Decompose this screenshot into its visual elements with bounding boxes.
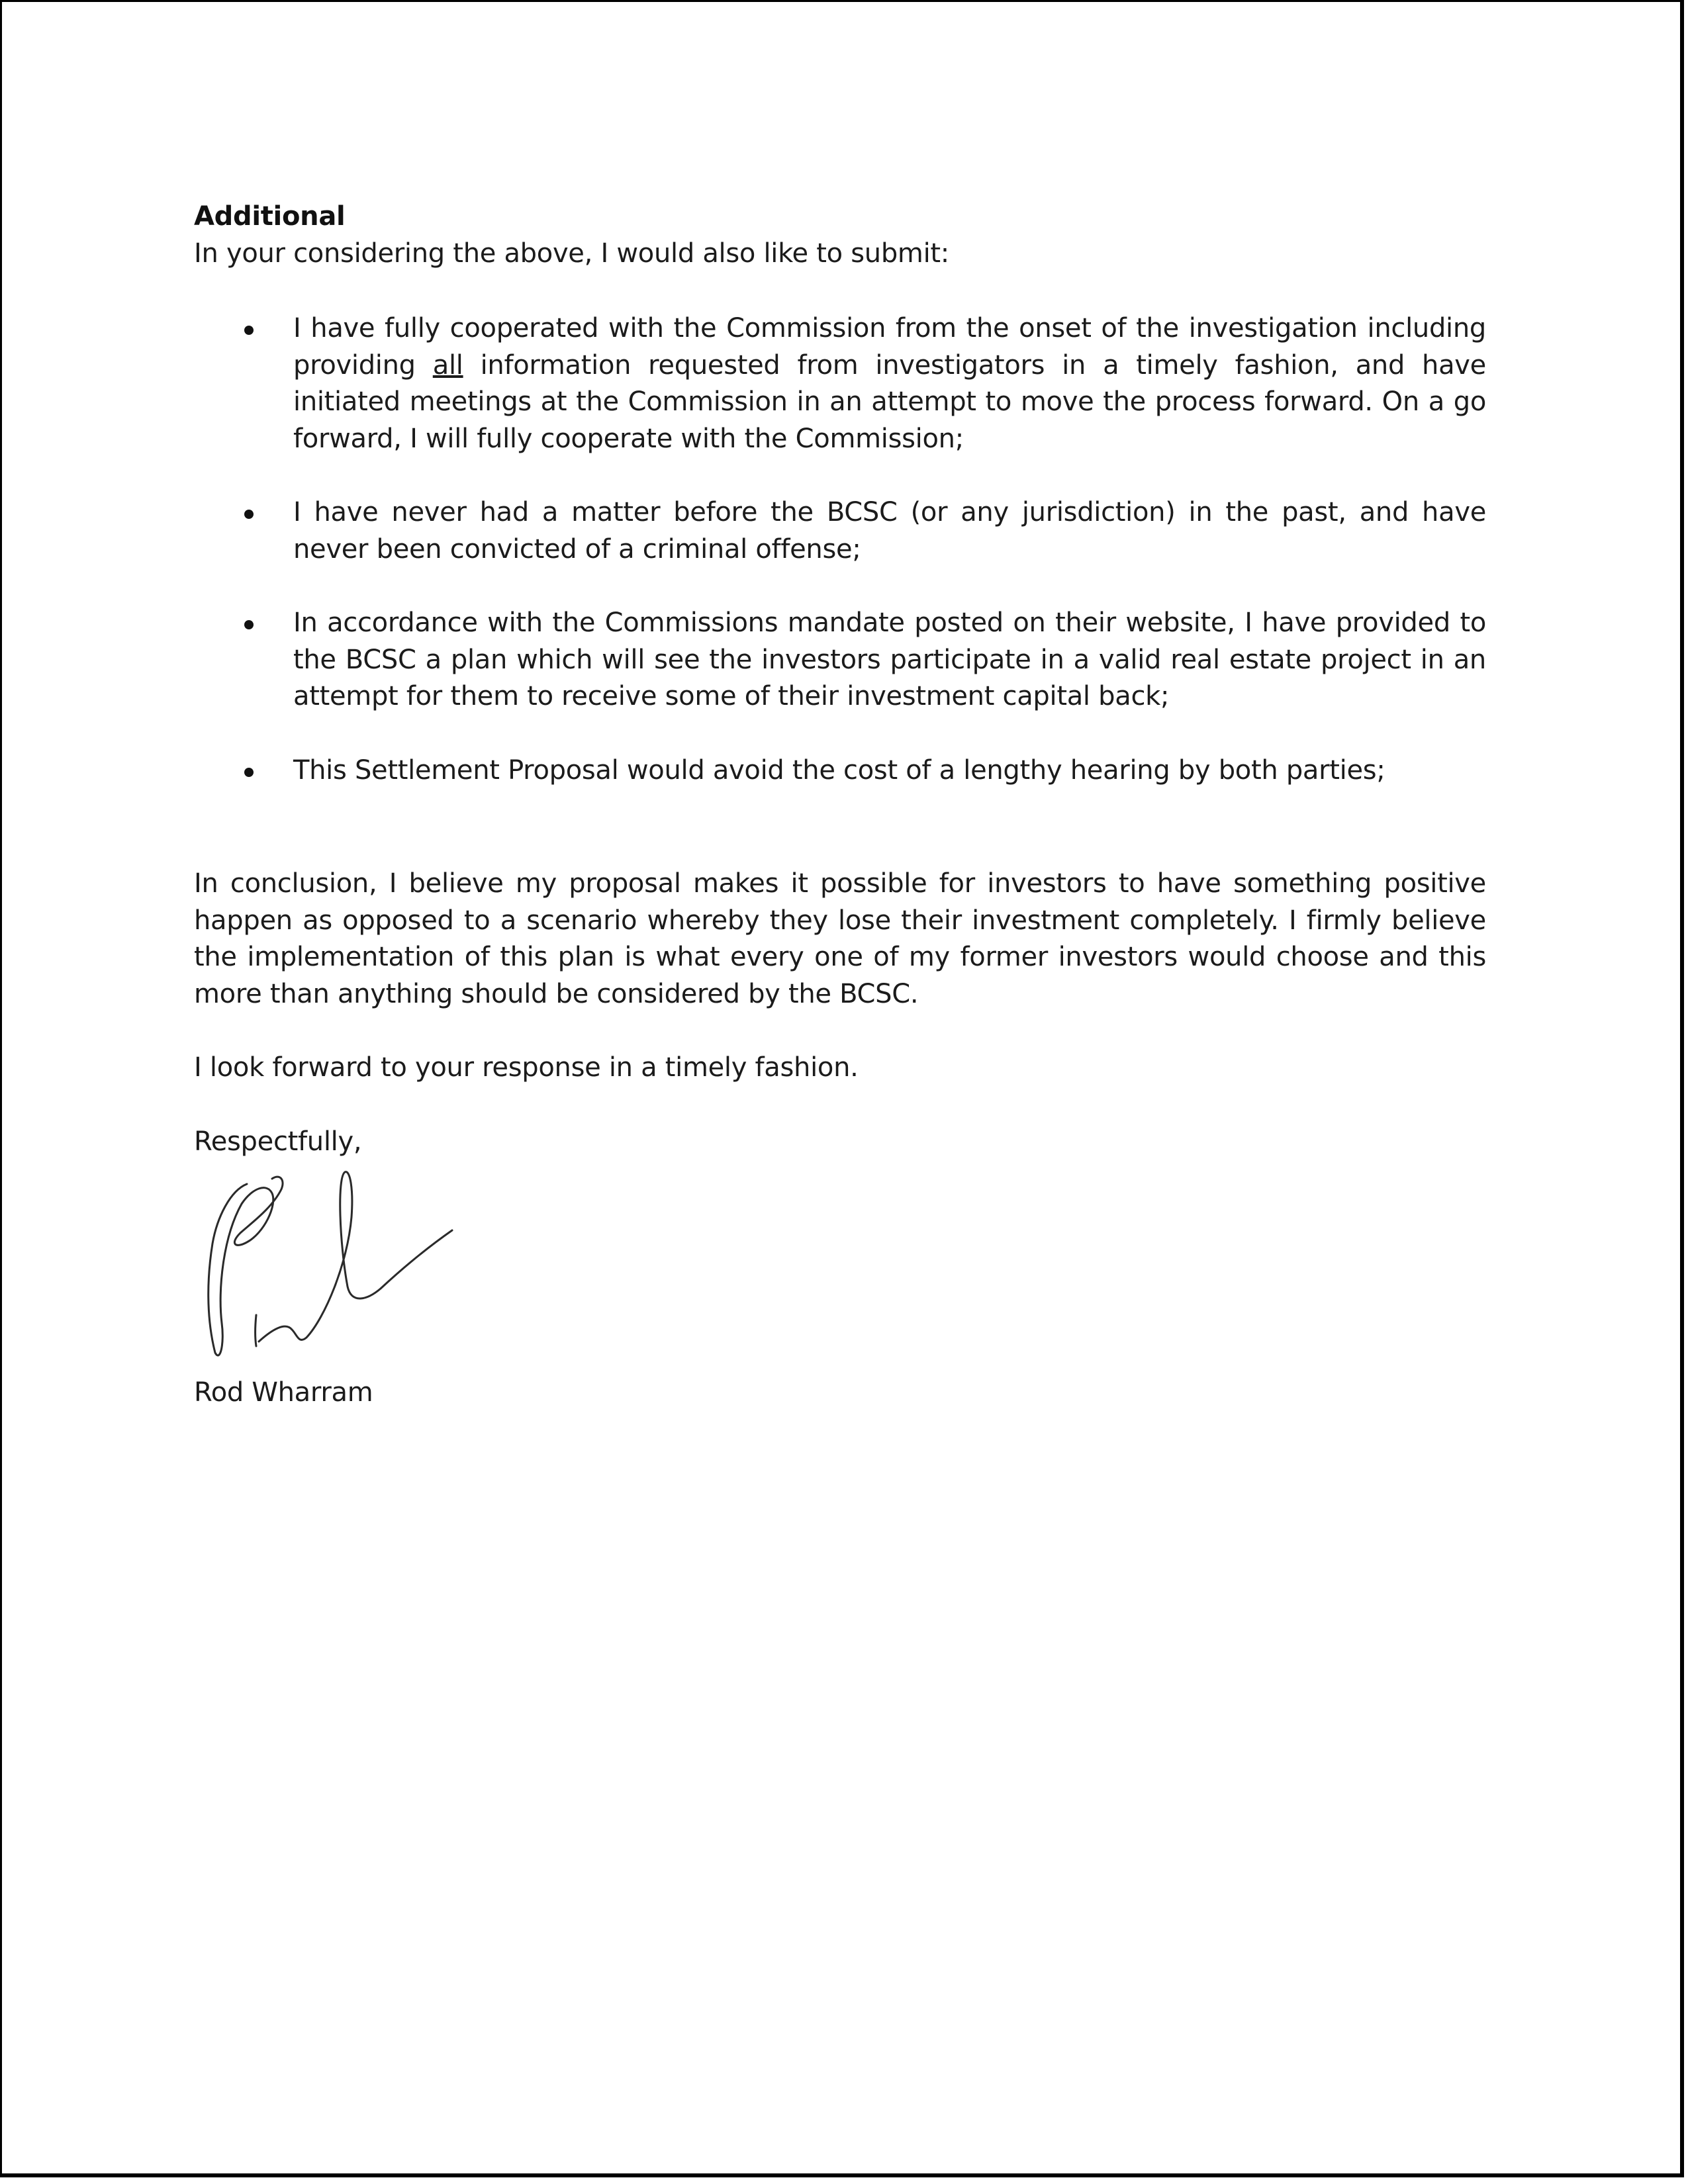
- bullet-icon: [244, 620, 254, 629]
- signer-name: Rod Wharram: [194, 1377, 373, 1408]
- bullet-text-end: information requested from investigators in a timely fashion, and have initiated meetings at the Commission in an attempt to move the process forward. On a go forward, I will fully cooperate with the Commission;: [293, 349, 1486, 454]
- signature-image: [201, 1164, 479, 1369]
- bullet-icon: [244, 326, 254, 335]
- bullet-text: This Settlement Proposal would avoid the cost of a lengthy hearing by both parties;: [293, 754, 1385, 786]
- intro-sentence: In your considering the above, I would also like to submit:: [194, 238, 949, 269]
- bullet-text: I have never had a matter before the BCSC (or any jurisdiction) in the past, and have never been convicted of a criminal offense;: [293, 497, 1486, 565]
- list-item: [194, 605, 1486, 715]
- closing-salutation: Respectfully,: [194, 1126, 362, 1157]
- letter-body: [194, 199, 1486, 1412]
- list-item: [194, 494, 1486, 568]
- look-forward-line: I look forward to your response in a timely fashion.: [194, 1052, 859, 1083]
- list-item: [194, 752, 1486, 790]
- section-heading: Additional: [194, 201, 346, 232]
- bullet-text-start: I have fully cooperated with the Commission from the onset of the investigation including providing: [293, 313, 1486, 381]
- bullet-icon: [244, 510, 254, 519]
- bullet-icon: [244, 768, 254, 777]
- bullet-underlined-word: all: [432, 349, 463, 381]
- list-item: [194, 310, 1486, 457]
- bullet-list: [194, 310, 1486, 789]
- conclusion-paragraph: In conclusion, I believe my proposal makes it possible for investors to have something positive happen as opposed to a scenario whereby they lose their investment completely. I firmly believe the implementation of this plan is what every one of my former investors would choose and this more than anything should be considered by the BCSC.: [194, 868, 1486, 1009]
- bullet-text: In accordance with the Commissions mandate posted on their website, I have provided to the BCSC a plan which will see the investors participate in a valid real estate project in an attempt for them to receive some of their investment capital back;: [293, 608, 1486, 711]
